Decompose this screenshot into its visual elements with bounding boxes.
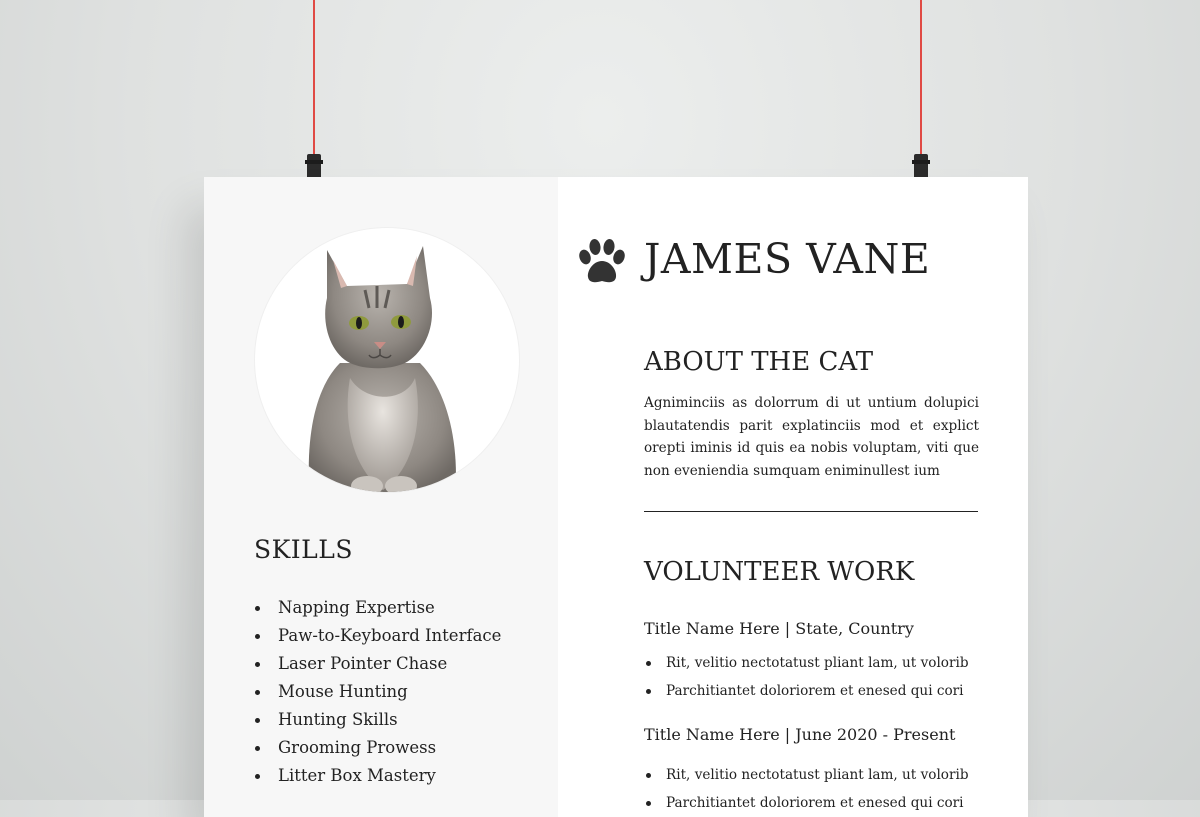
- job-title: Title Name Here | June 2020 - Present: [644, 725, 956, 744]
- job-bullet: Parchitiantet doloriorem et enesed qui cori: [644, 789, 969, 817]
- skill-item: Hunting Skills: [254, 706, 501, 734]
- paw-icon: [576, 237, 628, 289]
- about-paragraph: Agniminciis as dolorrum di ut untium dolupici blautatendis parit explatinciis mod et explict orepti iminis id quis ea nobis voluptam, viti que non eveniendia sumquam eniminullest ium: [644, 395, 979, 479]
- hanging-string-left: [313, 0, 315, 160]
- section-divider: [644, 511, 978, 512]
- skill-item: Litter Box Mastery: [254, 762, 501, 790]
- job-bullets: [644, 761, 969, 817]
- candidate-name: JAMES VANE: [644, 235, 931, 283]
- skills-heading: SKILLS: [254, 535, 354, 564]
- hanging-string-right: [920, 0, 922, 160]
- cat-illustration: [255, 228, 519, 492]
- skill-item: Grooming Prowess: [254, 734, 501, 762]
- resume-poster: [204, 177, 1028, 817]
- job-title: Title Name Here | State, Country: [644, 619, 914, 638]
- skill-item: Paw-to-Keyboard Interface: [254, 622, 501, 650]
- skill-item: Mouse Hunting: [254, 678, 501, 706]
- sidebar-column: [204, 177, 558, 817]
- skill-item: Napping Expertise: [254, 594, 501, 622]
- skill-item: Laser Pointer Chase: [254, 650, 501, 678]
- about-heading: ABOUT THE CAT: [644, 347, 874, 377]
- volunteer-heading: VOLUNTEER WORK: [644, 557, 915, 587]
- skills-list: [254, 594, 501, 790]
- cat-photo: [254, 227, 520, 493]
- job-bullet: Parchitiantet doloriorem et enesed qui cori: [644, 677, 969, 705]
- job-bullet: Rit, velitio nectotatust pliant lam, ut volorib: [644, 649, 969, 677]
- job-bullet: Rit, velitio nectotatust pliant lam, ut volorib: [644, 761, 969, 789]
- job-bullets: [644, 649, 969, 705]
